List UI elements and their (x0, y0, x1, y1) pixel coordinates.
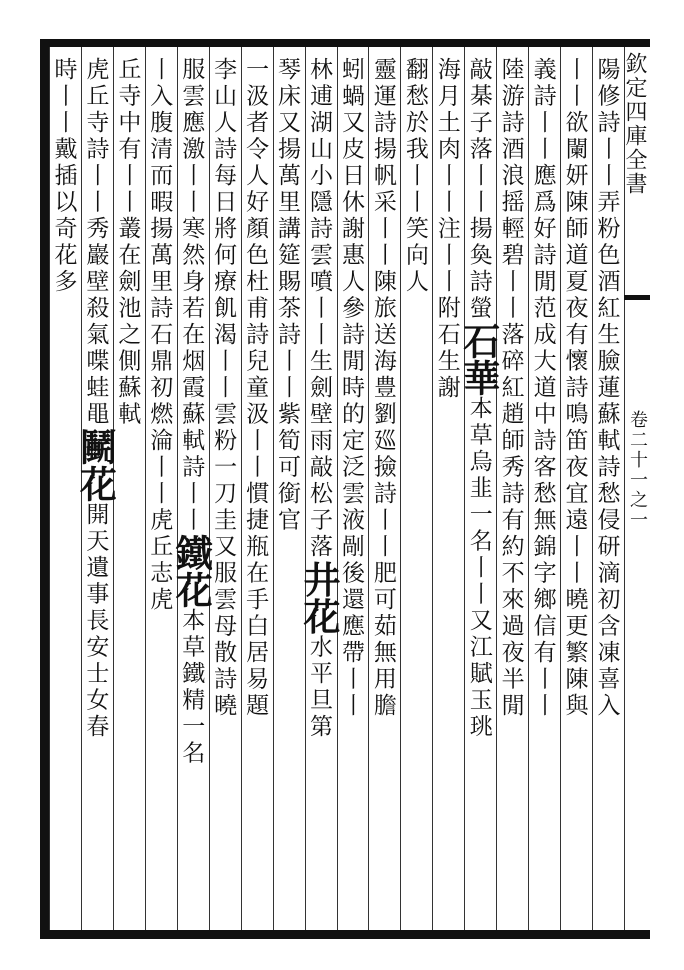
text-segment: 開天遺事長安士女春 (82, 502, 109, 741)
text-segment: 敲棊子落丨丨揚奐詩 (465, 57, 492, 296)
text-column (113, 57, 144, 923)
text-column (209, 57, 240, 923)
text-column (401, 57, 432, 923)
text-segment: 服雲應激丨丨寒然身若在烟霞蘇軾詩丨丨 (178, 57, 205, 534)
frame-top-border (40, 39, 650, 47)
text-column (529, 57, 560, 923)
text-segment: 陽修詩丨丨弄粉色酒紅生臉蓮蘇軾詩愁侵研滴初含凍喜入 (593, 57, 620, 720)
text-column (337, 57, 368, 923)
text-column (145, 57, 176, 923)
text-column (169, 57, 214, 923)
text-column (433, 57, 464, 923)
frame-bottom-border (40, 930, 650, 939)
text-segment: 本草烏韭一名丨丨又江賦玉珧 (465, 396, 492, 741)
entry-heading: 鬭花 (73, 428, 118, 502)
text-segment: 陸游詩酒浪摇輕碧丨丨落碎紅趙師秀詩有約不來過夜半閒 (497, 57, 524, 720)
text-segment: 靈運詩揚帆采丨丨陳旅送海豊劉廵撿詩丨丨肥可茹無用膽 (369, 57, 396, 720)
text-segment: 海月土肉丨丨注丨丨附石生謝 (433, 57, 460, 402)
text-column (241, 57, 272, 923)
text-segment: 丨丨欲闌妍陳師道夏夜有懷詩鳴笛夜宜遠丨丨曉更繁陳與 (561, 57, 588, 720)
text-column (296, 57, 341, 923)
entry-heading: 鐵花 (169, 534, 214, 608)
text-column (369, 57, 400, 923)
text-segment: 本草鐵精一名 (178, 608, 205, 767)
text-segment: 螢 (465, 295, 492, 322)
fish-tail-divider (624, 295, 650, 300)
text-column (456, 57, 501, 923)
text-column (273, 57, 304, 923)
text-column (50, 57, 81, 923)
text-segment: 丨入腹清而暇揚萬里詩石鼎初燃淪丨丨虎丘志虎 (146, 57, 173, 614)
text-segment: 林逋湖山小隱詩雲噴丨丨生劍壁雨敲松子落 (305, 57, 332, 561)
text-segment: 李山人詩每日將何療飢渴丨丨雲粉一刀圭又服雲母散詩曉 (210, 57, 237, 720)
text-segment: 蚓蝸又皮日休謝惠人參詩閒時的定泛雲液剮後還應帶丨丨 (337, 57, 364, 720)
text-segment: 義詩丨丨應爲好詩閒范成大道中詩客愁無錦字鄉信有丨丨 (529, 57, 556, 720)
text-segment: 琴床又揚萬里講筵賜茶詩丨丨紫筍可銜官 (274, 57, 301, 534)
book-title: 欽定四庫全書 (622, 52, 647, 196)
entry-heading: 石華 (456, 322, 501, 396)
text-segment: 虎丘寺詩丨丨秀巖壁殺氣喋蛙黽 (82, 57, 109, 428)
text-segment: 時丨丨戴插以奇花多 (50, 57, 77, 296)
entry-heading: 井花 (296, 560, 341, 635)
text-segment: 一汲者令人好顏色杜甫詩兒童汲丨丨慣捷瓶在手白居易題 (242, 57, 269, 720)
text-column (561, 57, 592, 923)
text-column (73, 57, 118, 923)
text-segment: 水平旦第 (305, 634, 332, 741)
text-column (497, 57, 528, 923)
text-segment: 翻愁於我丨丨笑向人 (401, 57, 428, 296)
text-segment: 丘寺中有丨丨叢在劍池之側蘇軾 (114, 57, 141, 428)
volume-label: 卷二十一之一 (627, 410, 648, 530)
